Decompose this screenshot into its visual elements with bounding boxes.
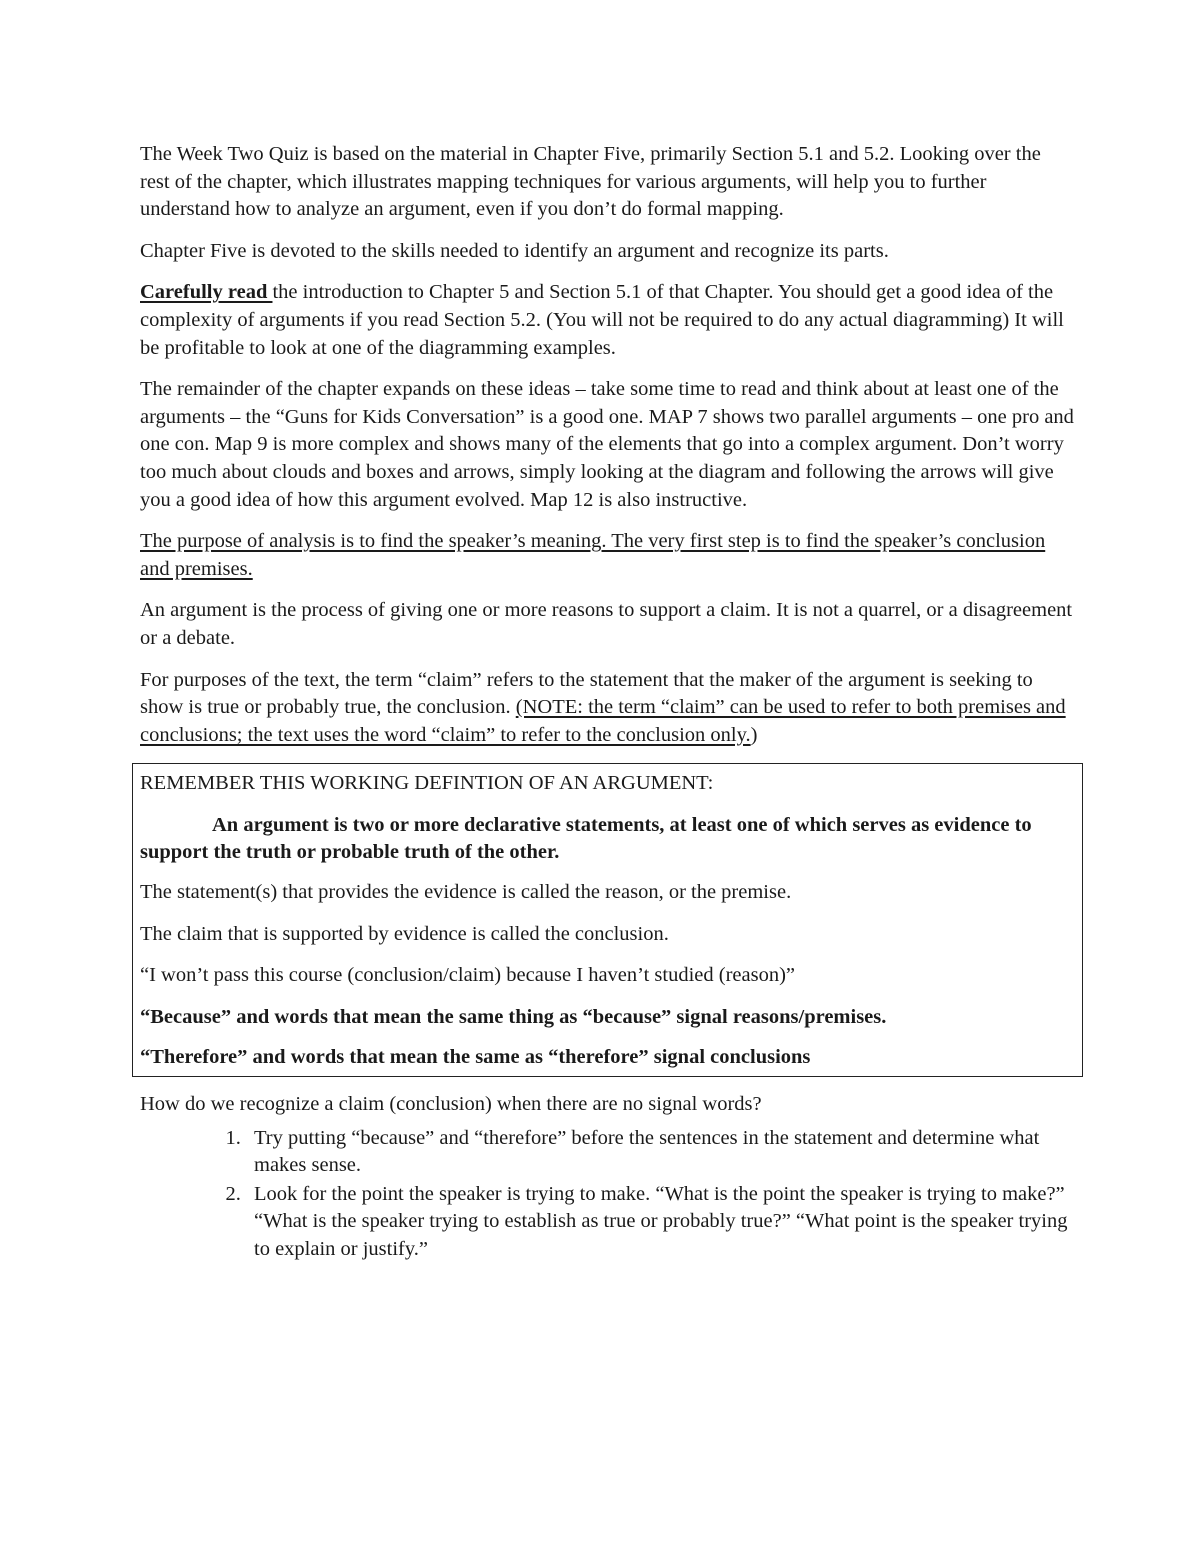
- claim-note-close: ): [750, 723, 758, 746]
- definition-box: [132, 763, 1083, 1077]
- box-because-line: “Because” and words that mean the same thing as “because” signal reasons/premises.: [140, 1005, 887, 1028]
- reading-instructions-text: the introduction to Chapter 5 and Section 5.1 of that Chapter. You should get a good idea of the complexity of arguments if you read Section 5.2. (You will not be required to do any actual diagramming) It will be profitable to look at one of the diagramming examples.: [140, 281, 1064, 359]
- box-heading: REMEMBER THIS WORKING DEFINTION OF AN ARGUMENT:: [140, 772, 714, 795]
- intro-paragraph: The Week Two Quiz is based on the material in Chapter Five, primarily Section 5.1 and 5.2. Looking over the rest of the chapter, which illustrates mapping techniques for various arguments, will help you to further understand how to analyze an argument, even if you don’t do formal mapping.: [140, 143, 1041, 221]
- carefully-read-label: Carefully read: [140, 281, 273, 304]
- box-therefore-line: “Therefore” and words that mean the same as “therefore” signal conclusions: [140, 1046, 811, 1069]
- argument-definition-paragraph: An argument is the process of giving one or more reasons to support a claim. It is not a quarrel, or a disagreement or a debate.: [140, 599, 1073, 649]
- box-conclusion-line: The claim that is supported by evidence is called the conclusion.: [140, 922, 669, 945]
- box-reason-line: The statement(s) that provides the evidence is called the reason, or the premise.: [140, 881, 792, 904]
- purpose-of-analysis-paragraph: The purpose of analysis is to find the speaker’s meaning. The very first step is to find the speaker’s conclusion and premises.: [140, 530, 1046, 580]
- chapter-five-paragraph: Chapter Five is devoted to the skills needed to identify an argument and recognize its parts.: [140, 239, 889, 262]
- claim-note-underlined: (NOTE: the term “claim” can be used to refer to both premises and conclusions; the text uses the word “claim” to refer to the conclusion only.: [140, 696, 1066, 746]
- recognition-steps-list: [140, 1125, 1075, 1264]
- list-item: 1. Try putting “because” and “therefore” before the sentences in the statement and determine what makes sense.: [246, 1125, 1075, 1180]
- claim-term-paragraph: [140, 667, 1075, 750]
- claim-term-text: For purposes of the text, the term “claim” refers to the statement that the maker of the argument is seeking to show is true or probably true, the conclusion.: [140, 668, 1033, 719]
- reading-instructions-paragraph: [140, 279, 1075, 362]
- box-definition: An argument is two or more declarative statements, at least one of which serves as evidence to support the truth or probable truth of the other.: [140, 813, 1032, 864]
- remainder-paragraph: The remainder of the chapter expands on these ideas – take some time to read and think about at least one of the arguments – the “Guns for Kids Conversation” is a good one. MAP 7 shows two parallel arguments – one pro and one con. Map 9 is more complex and shows many of the elements that go into a complex argument. Don’t worry too much about clouds and boxes and arrows, simply looking at the diagram and following the arrows will give you a good idea of how this argument evolved. Map 12 is also instructive.: [140, 378, 1074, 511]
- list-item: 2. Look for the point the speaker is trying to make. “What is the point the speaker is trying to make?” “What is the speaker trying to establish as true or probably true?” “What point is the speaker trying to explain or justify.”: [246, 1181, 1075, 1264]
- signal-words-question: How do we recognize a claim (conclusion) when there are no signal words?: [140, 1093, 762, 1116]
- box-example: “I won’t pass this course (conclusion/claim) because I haven’t studied (reason)”: [140, 964, 796, 987]
- document-page: [140, 141, 1075, 1265]
